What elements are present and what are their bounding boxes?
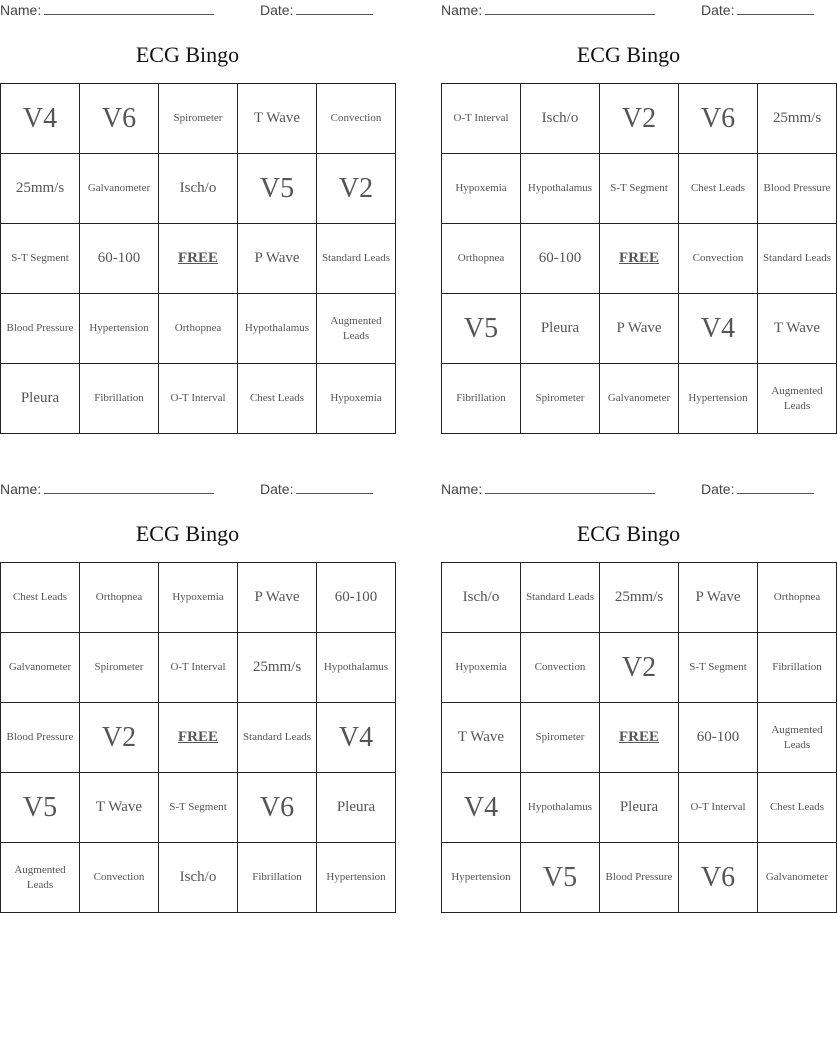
bingo-cell: P Wave — [238, 563, 317, 633]
bingo-cell: Hypertension — [80, 294, 159, 364]
date-blank-line — [737, 481, 814, 494]
bingo-cell: Hypothalamus — [521, 773, 600, 843]
bingo-row — [442, 633, 837, 703]
bingo-cell: V2 — [317, 154, 396, 224]
date-blank-line — [737, 2, 814, 15]
bingo-cell: V2 — [600, 84, 679, 154]
bingo-row — [1, 563, 396, 633]
bingo-cell: O-T Interval — [159, 364, 238, 434]
bingo-cell: T Wave — [80, 773, 159, 843]
name-field — [441, 481, 655, 497]
free-space-cell: FREE — [600, 224, 679, 294]
card-header — [0, 479, 375, 501]
bingo-row — [1, 364, 396, 434]
bingo-cell: Convection — [521, 633, 600, 703]
bingo-cell: Fibrillation — [758, 633, 837, 703]
date-field — [260, 2, 373, 18]
bingo-cell: Fibrillation — [238, 843, 317, 913]
bingo-cell: Pleura — [1, 364, 80, 434]
bingo-row — [1, 224, 396, 294]
date-field — [260, 481, 373, 497]
bingo-cell: 25mm/s — [600, 563, 679, 633]
bingo-cell: Standard Leads — [758, 224, 837, 294]
bingo-cell: Galvanometer — [1, 633, 80, 703]
bingo-row — [442, 84, 837, 154]
card-title: ECG Bingo — [576, 42, 681, 67]
bingo-row — [442, 294, 837, 364]
bingo-row — [1, 154, 396, 224]
free-space-cell: FREE — [159, 703, 238, 773]
bingo-grid — [441, 83, 837, 434]
bingo-cell: T Wave — [442, 703, 521, 773]
card-title: ECG Bingo — [135, 521, 240, 546]
name-blank-line — [44, 2, 214, 15]
bingo-cell: V2 — [80, 703, 159, 773]
bingo-cell: Galvanometer — [600, 364, 679, 434]
bingo-cell: 60-100 — [80, 224, 159, 294]
bingo-row — [442, 224, 837, 294]
bingo-cell: O-T Interval — [679, 773, 758, 843]
bingo-cell: Blood Pressure — [1, 294, 80, 364]
bingo-row — [442, 773, 837, 843]
bingo-row — [442, 563, 837, 633]
bingo-cell: V6 — [238, 773, 317, 843]
free-space-cell: FREE — [600, 703, 679, 773]
bingo-cell: V5 — [1, 773, 80, 843]
bingo-cell: Augmented Leads — [1, 843, 80, 913]
bingo-cell: Hypothalamus — [521, 154, 600, 224]
bingo-cell: Pleura — [600, 773, 679, 843]
bingo-cell: Pleura — [521, 294, 600, 364]
card-header — [0, 0, 375, 22]
bingo-cell: Hypoxemia — [442, 154, 521, 224]
bingo-row — [1, 773, 396, 843]
bingo-card — [0, 0, 391, 407]
bingo-cell: V5 — [238, 154, 317, 224]
bingo-cell: 25mm/s — [758, 84, 837, 154]
bingo-cell: V2 — [600, 633, 679, 703]
name-label: Name: — [0, 2, 42, 18]
bingo-cell: Augmented Leads — [317, 294, 396, 364]
bingo-cell: Hypertension — [317, 843, 396, 913]
bingo-cell: Hypoxemia — [442, 633, 521, 703]
bingo-cell: Blood Pressure — [1, 703, 80, 773]
bingo-row — [442, 703, 837, 773]
name-field — [0, 2, 214, 18]
date-field — [701, 2, 814, 18]
bingo-cell: S-T Segment — [1, 224, 80, 294]
name-label: Name: — [441, 2, 483, 18]
name-blank-line — [44, 481, 214, 494]
bingo-cell: Spirometer — [521, 703, 600, 773]
bingo-row — [442, 843, 837, 913]
bingo-cell: V6 — [80, 84, 159, 154]
bingo-cell: O-T Interval — [159, 633, 238, 703]
card-header — [441, 0, 816, 22]
bingo-cell: Chest Leads — [1, 563, 80, 633]
bingo-cell: Galvanometer — [80, 154, 159, 224]
bingo-cell: O-T Interval — [442, 84, 521, 154]
bingo-cell: Orthopnea — [80, 563, 159, 633]
bingo-card — [0, 479, 389, 891]
bingo-cell: S-T Segment — [679, 633, 758, 703]
bingo-cell: V4 — [1, 84, 80, 154]
bingo-cell: Convection — [80, 843, 159, 913]
date-label: Date: — [260, 481, 294, 497]
bingo-cell: Augmented Leads — [758, 703, 837, 773]
name-field — [0, 481, 214, 497]
bingo-cell: Hypoxemia — [159, 563, 238, 633]
bingo-grid — [0, 83, 396, 434]
bingo-row — [1, 843, 396, 913]
bingo-cell: 25mm/s — [238, 633, 317, 703]
bingo-cell: 60-100 — [679, 703, 758, 773]
bingo-cell: Chest Leads — [758, 773, 837, 843]
name-label: Name: — [0, 481, 42, 497]
bingo-row — [1, 633, 396, 703]
bingo-cell: 60-100 — [317, 563, 396, 633]
bingo-cell: Fibrillation — [442, 364, 521, 434]
bingo-cell: S-T Segment — [600, 154, 679, 224]
name-field — [441, 2, 655, 18]
name-label: Name: — [441, 481, 483, 497]
card-title: ECG Bingo — [135, 42, 240, 67]
date-label: Date: — [260, 2, 294, 18]
bingo-cell: S-T Segment — [159, 773, 238, 843]
bingo-card — [441, 479, 829, 893]
bingo-cell: Standard Leads — [238, 703, 317, 773]
bingo-cell: P Wave — [600, 294, 679, 364]
bingo-cell: Fibrillation — [80, 364, 159, 434]
bingo-cell: Spirometer — [159, 84, 238, 154]
bingo-row — [442, 154, 837, 224]
bingo-cell: Isch/o — [521, 84, 600, 154]
bingo-cell: Isch/o — [442, 563, 521, 633]
bingo-row — [1, 84, 396, 154]
bingo-cell: Galvanometer — [758, 843, 837, 913]
card-header — [441, 479, 816, 501]
bingo-cell: Standard Leads — [317, 224, 396, 294]
date-field — [701, 481, 814, 497]
bingo-cell: Convection — [679, 224, 758, 294]
bingo-row — [1, 294, 396, 364]
bingo-cell: V5 — [521, 843, 600, 913]
bingo-cell: V4 — [442, 773, 521, 843]
bingo-cell: Chest Leads — [238, 364, 317, 434]
bingo-grid — [441, 562, 837, 913]
bingo-cell: V4 — [317, 703, 396, 773]
date-label: Date: — [701, 481, 735, 497]
bingo-cell: Hypothalamus — [317, 633, 396, 703]
bingo-cell: T Wave — [238, 84, 317, 154]
date-blank-line — [296, 481, 373, 494]
free-space-cell: FREE — [159, 224, 238, 294]
bingo-cell: Orthopnea — [758, 563, 837, 633]
name-blank-line — [485, 2, 655, 15]
bingo-cell: Spirometer — [521, 364, 600, 434]
bingo-cell: Pleura — [317, 773, 396, 843]
bingo-cell: Standard Leads — [521, 563, 600, 633]
bingo-cell: 60-100 — [521, 224, 600, 294]
bingo-cell: Convection — [317, 84, 396, 154]
bingo-cell: Spirometer — [80, 633, 159, 703]
bingo-card — [441, 0, 832, 412]
bingo-cell: Hypertension — [679, 364, 758, 434]
bingo-cell: Isch/o — [159, 154, 238, 224]
bingo-cell: Chest Leads — [679, 154, 758, 224]
bingo-cell: V6 — [679, 84, 758, 154]
date-blank-line — [296, 2, 373, 15]
bingo-row — [442, 364, 837, 434]
bingo-cell: Augmented Leads — [758, 364, 837, 434]
bingo-cell: Orthopnea — [442, 224, 521, 294]
card-title: ECG Bingo — [576, 521, 681, 546]
bingo-cell: Orthopnea — [159, 294, 238, 364]
bingo-cell: Hypertension — [442, 843, 521, 913]
bingo-grid — [0, 562, 396, 913]
bingo-cell: P Wave — [238, 224, 317, 294]
name-blank-line — [485, 481, 655, 494]
bingo-cell: P Wave — [679, 563, 758, 633]
bingo-cell: V5 — [442, 294, 521, 364]
bingo-cell: Hypothalamus — [238, 294, 317, 364]
bingo-cell: V6 — [679, 843, 758, 913]
bingo-row — [1, 703, 396, 773]
bingo-cell: 25mm/s — [1, 154, 80, 224]
bingo-cell: Blood Pressure — [600, 843, 679, 913]
bingo-cell: Blood Pressure — [758, 154, 837, 224]
bingo-cell: Isch/o — [159, 843, 238, 913]
bingo-cell: V4 — [679, 294, 758, 364]
bingo-cell: Hypoxemia — [317, 364, 396, 434]
bingo-cell: T Wave — [758, 294, 837, 364]
date-label: Date: — [701, 2, 735, 18]
